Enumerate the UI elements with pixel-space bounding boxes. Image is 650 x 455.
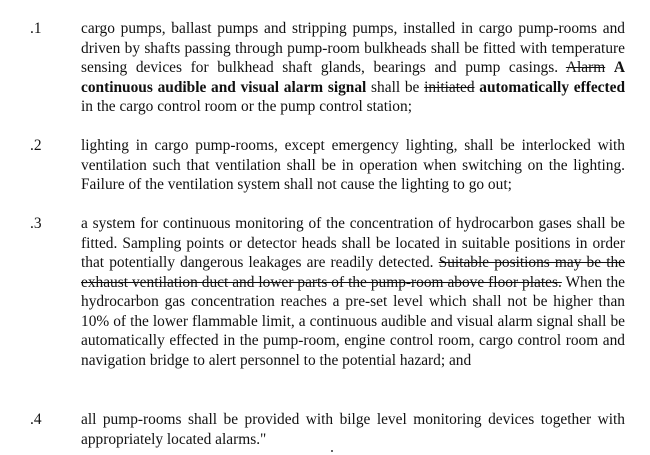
text-segment: all pump-rooms shall be provided with bilge level monitoring devices together with appropriately located alarms." [81, 411, 625, 448]
deleted-text: initiated [424, 78, 475, 96]
deleted-text: Suitable positions may be the exhaust ventilation duct and lower parts of the pump-room above floor plates. [81, 254, 625, 291]
item-number: .1 [30, 20, 42, 37]
text-segment: lighting in cargo pump-rooms, except emergency lighting, shall be interlocked with ventilation such that ventilation shall be in operation when switching on the lighting. Failure of the ventilation system shall not cause the lighting to go out; [81, 137, 625, 193]
stray-mark [331, 450, 333, 452]
item-text [81, 410, 625, 449]
text-segment [605, 59, 614, 76]
item-text [81, 214, 625, 370]
text-segment: shall be [366, 78, 425, 96]
item-text [81, 136, 625, 195]
item-text [81, 19, 625, 117]
text-segment: a system for continuous monitoring of the concentration of hydrocarbon gases shall be fitted. Sampling points or detector heads shall be located in suitable positions in order that potentially dangerous leakages are readily detected. [81, 215, 625, 271]
item-number: .2 [30, 137, 42, 154]
text-segment: When the hydrocarbon gas concentration reaches a pre-set level which shall not be higher than 10% of the lower flammable limit, a continuous audible and visual alarm signal shall be automatically effected in the pump-room, engine control room, cargo control room and navigation bridge to alert personnel to the potential hazard; and [81, 273, 626, 369]
inserted-text: A continuous audible and visual alarm signal [81, 59, 625, 96]
text-segment: cargo pumps, ballast pumps and stripping pumps, installed in cargo pump-rooms and driven by shafts passing through pump-room bulkheads shall be fitted with temperature sensing devices for bulkhead shaft glands, bearings and pump casings. [81, 20, 625, 76]
deleted-text: Alarm [565, 59, 606, 76]
item-number: .4 [30, 411, 42, 428]
inserted-text: automatically effected [479, 78, 626, 96]
text-segment: in the cargo control room or the pump control station; [81, 98, 412, 115]
item-number: .3 [30, 215, 42, 232]
